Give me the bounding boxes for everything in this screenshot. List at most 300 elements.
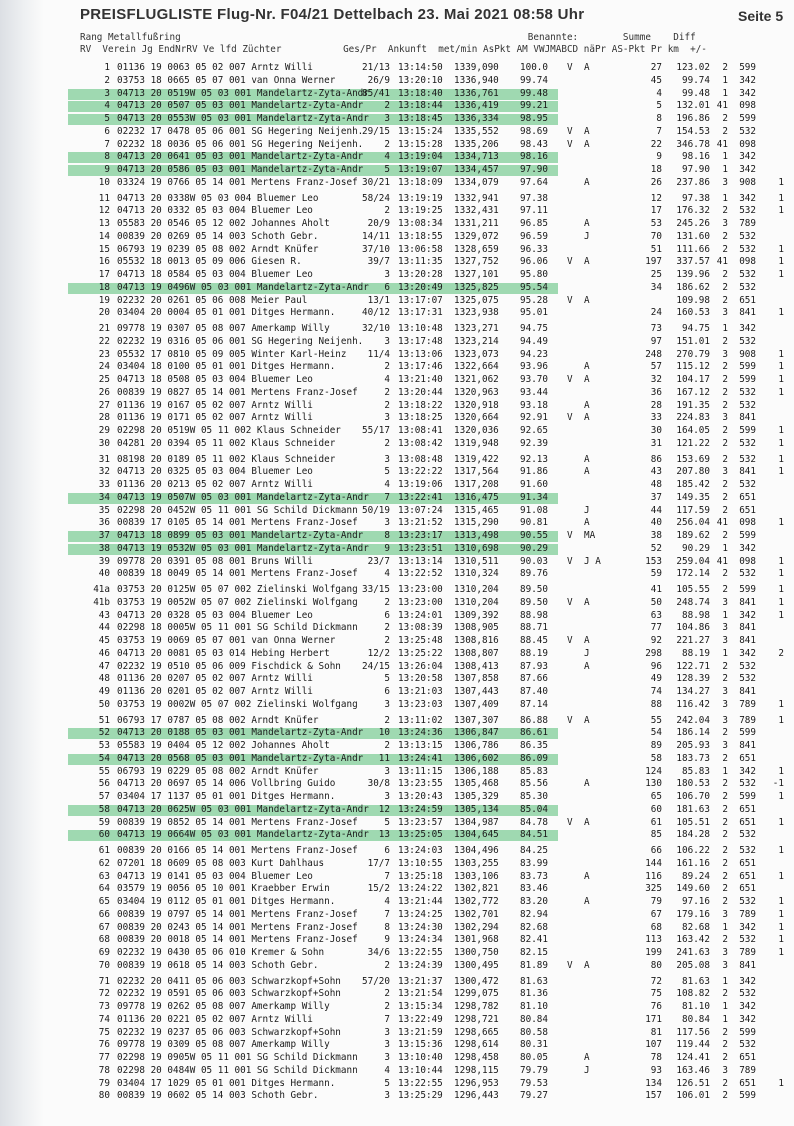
cell-as-sum: 248.74 [676, 596, 710, 608]
cell-rank: 77 [98, 1052, 110, 1063]
cell-rank: 14 [98, 230, 110, 242]
cell-km-sum: 789 [739, 714, 756, 726]
table-row [0, 231, 794, 244]
cell-prize-count: 2 [722, 269, 728, 280]
cell-ges-pr: 37/10 [362, 243, 390, 255]
cell-entry: 03404 19 0112 05 01 001 Ditges Hermann. [117, 896, 336, 907]
cell-arrival-time: 13:19:07 [398, 164, 443, 175]
cell-entry: 00839 19 0827 05 14 001 Mertens Franz-Josef [117, 386, 358, 398]
cell-rank: 75 [98, 1026, 110, 1038]
cell-as-sum: 105.55 [676, 584, 710, 595]
cell-km-sum: 599 [739, 374, 756, 385]
cell-km-sum: 342 [739, 192, 756, 204]
cell-arrival-time: 13:24:39 [398, 959, 443, 971]
cell-arrival-time: 13:22:55 [398, 947, 443, 958]
cell-prev-position: 30 [650, 425, 662, 436]
cell-as-sum: 89.24 [682, 870, 710, 882]
cell-ges-pr: 2 [384, 138, 390, 150]
cell-ges-pr: 3 [384, 791, 390, 802]
cell-prev-position: 28 [650, 399, 662, 411]
cell-ges-pr: 3 [384, 1052, 390, 1063]
cell-rank: 23 [98, 348, 110, 360]
table-row [0, 466, 794, 479]
table-row [0, 505, 794, 518]
table-row [0, 100, 794, 113]
cell-arrival-time: 13:10:55 [398, 857, 443, 869]
table-row [0, 438, 794, 451]
cell-entry: 00839 20 0166 05 14 001 Mertens Franz-Josef [117, 845, 358, 856]
cell-ges-pr: 14/11 [362, 230, 390, 242]
cell-prev-position: 116 [645, 870, 662, 882]
table-row [0, 778, 794, 791]
cell-rank: 64 [98, 883, 110, 895]
cell-as-points: 91.08 [520, 504, 548, 516]
cell-entry: 02232 19 0430 05 06 010 Kremer & Sohn [117, 947, 325, 958]
cell-prev-position: 44 [650, 504, 662, 516]
cell-diff: 1 [778, 584, 784, 595]
cell-as-sum: 183.73 [676, 752, 710, 764]
cell-as-points: 93.70 [520, 374, 548, 385]
cell-km-sum: 532 [739, 386, 756, 398]
cell-ges-pr: 2 [384, 959, 390, 971]
cell-km-sum: 098 [739, 100, 756, 112]
page-number: Seite 5 [738, 8, 784, 24]
cell-entry: 03579 19 0056 05 10 001 Kraebber Erwin [117, 883, 330, 895]
cell-prize-count: 2 [722, 479, 728, 490]
cell-speed: 1301,968 [454, 934, 499, 946]
cell-as-points: 80.05 [520, 1052, 548, 1063]
cell-ges-pr: 3 [384, 765, 390, 777]
cell-arrival-time: 13:20:49 [398, 281, 443, 293]
cell-arrival-time: 13:25:05 [398, 829, 443, 841]
cell-entry: 01136 19 0063 05 02 007 Arntz Willi [117, 62, 313, 73]
cell-rank: 2 [104, 74, 110, 86]
cell-ges-pr: 2 [384, 399, 390, 411]
cell-ges-pr: 2 [384, 386, 390, 398]
cell-mark-codes: A [584, 635, 590, 646]
cell-speed: 1307,858 [454, 673, 499, 685]
cell-arrival-time: 13:18:45 [398, 113, 443, 124]
cell-speed: 1304,645 [454, 829, 499, 841]
cell-prev-position: 92 [650, 635, 662, 646]
cell-prev-position: 74 [650, 686, 662, 697]
cell-ges-pr: 30/8 [367, 778, 390, 790]
table-row [0, 400, 794, 413]
cell-arrival-time: 13:18:40 [398, 87, 443, 99]
cell-prize-count: 2 [722, 243, 728, 255]
cell-prize-count: 2 [722, 857, 728, 869]
cell-as-points: 99.74 [520, 74, 548, 86]
cell-entry: 09778 20 0391 05 08 001 Bruns Willi [117, 555, 313, 567]
cell-km-sum: 841 [739, 686, 756, 697]
cell-km-sum: 599 [739, 113, 756, 124]
cell-diff: 2 [778, 647, 784, 659]
cell-prize-count: 2 [722, 816, 728, 828]
cell-prev-position: 67 [650, 908, 662, 920]
cell-as-sum: 224.83 [676, 412, 710, 424]
cell-as-points: 94.75 [520, 323, 548, 334]
cell-km-sum: 532 [739, 988, 756, 1000]
cell-prev-position: 34 [650, 281, 662, 293]
cell-km-sum: 342 [739, 609, 756, 621]
cell-prev-position: 48 [650, 479, 662, 490]
cell-as-sum: 172.14 [676, 568, 710, 580]
cell-as-sum: 245.26 [676, 218, 710, 229]
cell-km-sum: 532 [739, 269, 756, 280]
cell-as-points: 90.81 [520, 517, 548, 529]
cell-arrival-time: 13:21:40 [398, 374, 443, 385]
cell-am-mark: V [567, 555, 573, 567]
table-row [0, 543, 794, 556]
cell-prev-position: 40 [650, 517, 662, 529]
cell-rank: 60 [98, 829, 110, 841]
table-row [0, 858, 794, 871]
cell-km-sum: 651 [739, 1052, 756, 1063]
cell-rank: 37 [98, 530, 110, 541]
cell-as-points: 94.49 [520, 335, 548, 347]
cell-prize-count: 41 [716, 256, 728, 268]
cell-arrival-time: 13:19:25 [398, 205, 443, 217]
cell-prize-count: 2 [722, 425, 728, 436]
cell-prev-position: 5 [656, 100, 662, 112]
cell-rank: 47 [98, 660, 110, 672]
cell-prize-count: 2 [722, 530, 728, 541]
cell-as-points: 82.94 [520, 908, 548, 920]
cell-as-sum: 181.63 [676, 803, 710, 815]
cell-rank: 63 [98, 870, 110, 882]
cell-arrival-time: 13:18:22 [398, 399, 443, 411]
cell-rank: 46 [98, 647, 110, 659]
cell-entry: 02298 20 0484W 05 11 001 SG Schild Dickmann [117, 1064, 358, 1076]
cell-rank: 19 [98, 294, 110, 306]
table-row [0, 909, 794, 922]
cell-diff: 1 [778, 361, 784, 373]
cell-as-sum: 205.93 [676, 740, 710, 751]
cell-as-points: 97.90 [520, 164, 548, 175]
cell-prev-position: 88 [650, 698, 662, 710]
cell-speed: 1315,465 [454, 504, 499, 516]
cell-as-sum: 108.82 [676, 988, 710, 1000]
cell-ges-pr: 24/15 [362, 660, 390, 672]
cell-speed: 1299,075 [454, 988, 499, 1000]
cell-diff: 1 [778, 555, 784, 567]
cell-prev-position: 78 [650, 1052, 662, 1063]
cell-arrival-time: 13:08:41 [398, 425, 443, 436]
cell-km-sum: 599 [739, 425, 756, 436]
table-row [0, 336, 794, 349]
cell-speed: 1320,918 [454, 399, 499, 411]
cell-prize-count: 2 [722, 727, 728, 739]
cell-as-sum: 90.29 [682, 542, 710, 554]
cell-prize-count: 1 [722, 1001, 728, 1012]
table-row [0, 256, 794, 269]
cell-mark-codes: J [584, 647, 590, 659]
cell-as-points: 92.13 [520, 453, 548, 465]
cell-km-sum: 532 [739, 568, 756, 580]
cell-entry: 02232 19 0237 05 06 003 Schwarzkopf+Sohn [117, 1026, 341, 1038]
cell-arrival-time: 13:24:22 [398, 883, 443, 895]
cell-prize-count: 1 [722, 323, 728, 334]
table-row [0, 479, 794, 492]
cell-speed: 1307,307 [454, 714, 499, 726]
cell-arrival-time: 13:17:07 [398, 294, 443, 306]
cell-entry: 04713 20 0338W 05 03 004 Bluemer Leo [117, 192, 319, 204]
cell-entry: 03404 17 1029 05 01 001 Ditges Hermann. [117, 1077, 336, 1089]
cell-km-sum: 651 [739, 1077, 756, 1089]
cell-prev-position: 72 [650, 975, 662, 987]
cell-speed: 1334,079 [454, 176, 499, 188]
cell-ges-pr: 6 [384, 609, 390, 621]
cell-ges-pr: 39/7 [367, 256, 390, 268]
cell-diff: 1 [778, 1077, 784, 1089]
cell-prize-count: 3 [722, 714, 728, 726]
table-row [0, 804, 794, 817]
cell-mark-codes: A [584, 959, 590, 971]
cell-prize-count: 2 [722, 988, 728, 1000]
cell-prev-position: 9 [656, 151, 662, 163]
cell-prev-position: 27 [650, 62, 662, 73]
cell-rank: 68 [98, 934, 110, 946]
cell-ges-pr: 7 [384, 870, 390, 882]
cell-ges-pr: 23/7 [367, 555, 390, 567]
cell-speed: 1296,443 [454, 1090, 499, 1102]
cell-as-sum: 237.86 [676, 176, 710, 188]
cell-arrival-time: 13:24:01 [398, 609, 443, 621]
cell-prize-count: 2 [722, 584, 728, 595]
cell-rank: 1 [104, 62, 110, 73]
cell-ges-pr: 58/24 [362, 192, 390, 204]
cell-prev-position: 197 [645, 256, 662, 268]
cell-speed: 1320,963 [454, 386, 499, 398]
cell-km-sum: 841 [739, 622, 756, 634]
cell-mark-codes: A [584, 399, 590, 411]
cell-prize-count: 3 [722, 947, 728, 958]
cell-ges-pr: 4 [384, 896, 390, 907]
cell-km-sum: 098 [739, 555, 756, 567]
cell-as-points: 79.79 [520, 1064, 548, 1076]
cell-rank: 49 [98, 686, 110, 697]
table-row [0, 673, 794, 686]
cell-as-points: 90.29 [520, 542, 548, 554]
cell-speed: 1339,090 [454, 62, 499, 73]
cell-speed: 1323,938 [454, 307, 499, 319]
table-row [0, 151, 794, 164]
cell-rank: 58 [98, 803, 110, 815]
cell-speed: 1306,188 [454, 765, 499, 777]
cell-km-sum: 098 [739, 517, 756, 529]
cell-ges-pr: 5 [384, 164, 390, 175]
cell-as-points: 99.21 [520, 100, 548, 112]
cell-diff: 1 [778, 437, 784, 449]
cell-as-sum: 106.01 [676, 1090, 710, 1102]
cell-speed: 1325,825 [454, 281, 499, 293]
cell-ges-pr: 6 [384, 686, 390, 697]
cell-km-sum: 532 [739, 125, 756, 137]
cell-rank: 76 [98, 1039, 110, 1051]
cell-ges-pr: 3 [384, 269, 390, 280]
table-row [0, 817, 794, 830]
table-row [0, 349, 794, 362]
cell-diff: 1 [778, 845, 784, 856]
cell-as-points: 87.93 [520, 660, 548, 672]
cell-as-points: 91.86 [520, 466, 548, 478]
cell-arrival-time: 13:24:25 [398, 908, 443, 920]
cell-arrival-time: 13:13:15 [398, 740, 443, 751]
cell-km-sum: 532 [739, 399, 756, 411]
cell-prev-position: 55 [650, 714, 662, 726]
cell-speed: 1305,134 [454, 803, 499, 815]
cell-rank: 5 [104, 113, 110, 124]
table-row [0, 715, 794, 728]
table-row [0, 1052, 794, 1065]
cell-entry: 01136 20 0201 05 02 007 Arntz Willi [117, 686, 313, 697]
table-row [0, 113, 794, 126]
cell-rank: 65 [98, 896, 110, 907]
cell-rank: 7 [104, 138, 110, 150]
cell-prev-position: 130 [645, 778, 662, 790]
cell-entry: 04713 19 0532W 05 03 001 Mandelartz-Zyta-Andr [117, 542, 369, 554]
cell-speed: 1320,036 [454, 425, 499, 436]
cell-ges-pr: 5 [384, 816, 390, 828]
cell-km-sum: 342 [739, 765, 756, 777]
cell-as-sum: 270.79 [676, 348, 710, 360]
cell-ges-pr: 3 [384, 698, 390, 710]
cell-speed: 1335,552 [454, 125, 499, 137]
cell-as-sum: 242.04 [676, 714, 710, 726]
cell-entry: 04713 20 0325 05 03 004 Bluemer Leo [117, 466, 313, 478]
cell-as-points: 87.14 [520, 698, 548, 710]
cell-km-sum: 841 [739, 959, 756, 971]
cell-prize-count: 2 [722, 752, 728, 764]
cell-prize-count: 41 [716, 517, 728, 529]
cell-as-points: 96.33 [520, 243, 548, 255]
cell-speed: 1316,475 [454, 491, 499, 503]
cell-rank: 20 [98, 307, 110, 319]
cell-as-points: 93.96 [520, 361, 548, 373]
cell-mark-codes: A [584, 125, 590, 137]
cell-arrival-time: 13:22:52 [398, 568, 443, 580]
cell-speed: 1323,214 [454, 335, 499, 347]
cell-speed: 1320,664 [454, 412, 499, 424]
cell-prev-position: 60 [650, 803, 662, 815]
cell-entry: 02298 19 0905W 05 11 001 SG Schild Dickmann [117, 1052, 358, 1063]
cell-km-sum: 532 [739, 437, 756, 449]
cell-rank: 72 [98, 988, 110, 1000]
cell-prize-count: 2 [722, 230, 728, 242]
cell-entry: 03753 19 0002W 05 07 002 Zielinski Wolfgang [117, 698, 358, 710]
cell-speed: 1327,752 [454, 256, 499, 268]
cell-arrival-time: 13:21:52 [398, 517, 443, 529]
cell-prize-count: 3 [722, 466, 728, 478]
cell-arrival-time: 13:23:17 [398, 530, 443, 541]
cell-as-sum: 126.51 [676, 1077, 710, 1089]
cell-mark-codes: A [584, 896, 590, 907]
cell-diff: 1 [778, 816, 784, 828]
cell-diff: 1 [778, 934, 784, 946]
cell-as-points: 95.01 [520, 307, 548, 319]
table-row [0, 88, 794, 101]
cell-as-points: 98.95 [520, 113, 548, 124]
table-row [0, 740, 794, 753]
cell-rank: 40 [98, 568, 110, 580]
cell-ges-pr: 29/15 [362, 125, 390, 137]
cell-ges-pr: 2 [384, 622, 390, 634]
cell-prize-count: 41 [716, 138, 728, 150]
cell-prize-count: 2 [722, 399, 728, 411]
cell-km-sum: 789 [739, 218, 756, 229]
cell-prev-position: 43 [650, 466, 662, 478]
cell-km-sum: 651 [739, 883, 756, 895]
cell-arrival-time: 13:23:03 [398, 698, 443, 710]
cell-rank: 71 [98, 975, 110, 987]
cell-km-sum: 651 [739, 870, 756, 882]
cell-speed: 1310,511 [454, 555, 499, 567]
cell-ges-pr: 2 [384, 740, 390, 751]
cell-as-sum: 207.80 [676, 466, 710, 478]
cell-entry: 00839 20 0269 05 14 003 Schoth Gebr. [117, 230, 319, 242]
cell-entry: 00839 18 0049 05 14 001 Mertens Franz-Josef [117, 568, 358, 580]
cell-prize-count: 3 [722, 596, 728, 608]
cell-prize-count: 1 [722, 542, 728, 554]
table-row [0, 1065, 794, 1078]
cell-rank: 59 [98, 816, 110, 828]
cell-entry: 04713 20 0641 05 03 001 Mandelartz-Zyta-Andr [117, 151, 364, 163]
table-row [0, 269, 794, 282]
cell-diff: 1 [778, 896, 784, 907]
cell-km-sum: 841 [739, 307, 756, 319]
cell-as-sum: 337.57 [676, 256, 710, 268]
table-row [0, 62, 794, 75]
cell-prev-position: 36 [650, 386, 662, 398]
cell-as-sum: 88.98 [682, 609, 710, 621]
cell-entry: 02298 18 0005W 05 11 001 SG Schild Dickmann [117, 622, 358, 634]
cell-prev-position: 54 [650, 727, 662, 739]
cell-mark-codes: MA [584, 530, 596, 541]
cell-ges-pr: 17/7 [367, 857, 390, 869]
cell-entry: 02232 20 0261 05 06 008 Meier Paul [117, 294, 308, 306]
cell-diff: 1 [778, 374, 784, 385]
cell-am-mark: V [567, 62, 573, 73]
cell-diff: 1 [778, 176, 784, 188]
cell-as-points: 92.91 [520, 412, 548, 424]
cell-speed: 1327,101 [454, 269, 499, 280]
cell-diff: 1 [778, 609, 784, 621]
cell-diff: 1 [778, 908, 784, 920]
cell-prev-position: 77 [650, 622, 662, 634]
cell-as-sum: 117.59 [676, 504, 710, 516]
table-row [0, 75, 794, 88]
cell-rank: 27 [98, 399, 110, 411]
cell-diff: 1 [778, 243, 784, 255]
cell-entry: 04713 20 0332 05 03 004 Bluemer Leo [117, 205, 313, 217]
cell-ges-pr: 50/19 [362, 504, 390, 516]
cell-as-points: 97.11 [520, 205, 548, 217]
cell-rank: 38 [98, 542, 110, 554]
cell-arrival-time: 13:15:28 [398, 138, 443, 150]
table-row [0, 556, 794, 569]
cell-km-sum: 651 [739, 491, 756, 503]
cell-prize-count: 2 [722, 125, 728, 137]
table-row [0, 766, 794, 779]
cell-entry: 02298 20 0452W 05 11 001 SG Schild Dickmann [117, 504, 358, 516]
cell-prev-position: 73 [650, 323, 662, 334]
cell-ges-pr: 2 [384, 1001, 390, 1012]
cell-prize-count: 1 [722, 1013, 728, 1025]
cell-ges-pr: 2 [384, 714, 390, 726]
cell-arrival-time: 13:18:55 [398, 230, 443, 242]
cell-prev-position: 85 [650, 829, 662, 841]
cell-as-sum: 241.63 [676, 947, 710, 958]
